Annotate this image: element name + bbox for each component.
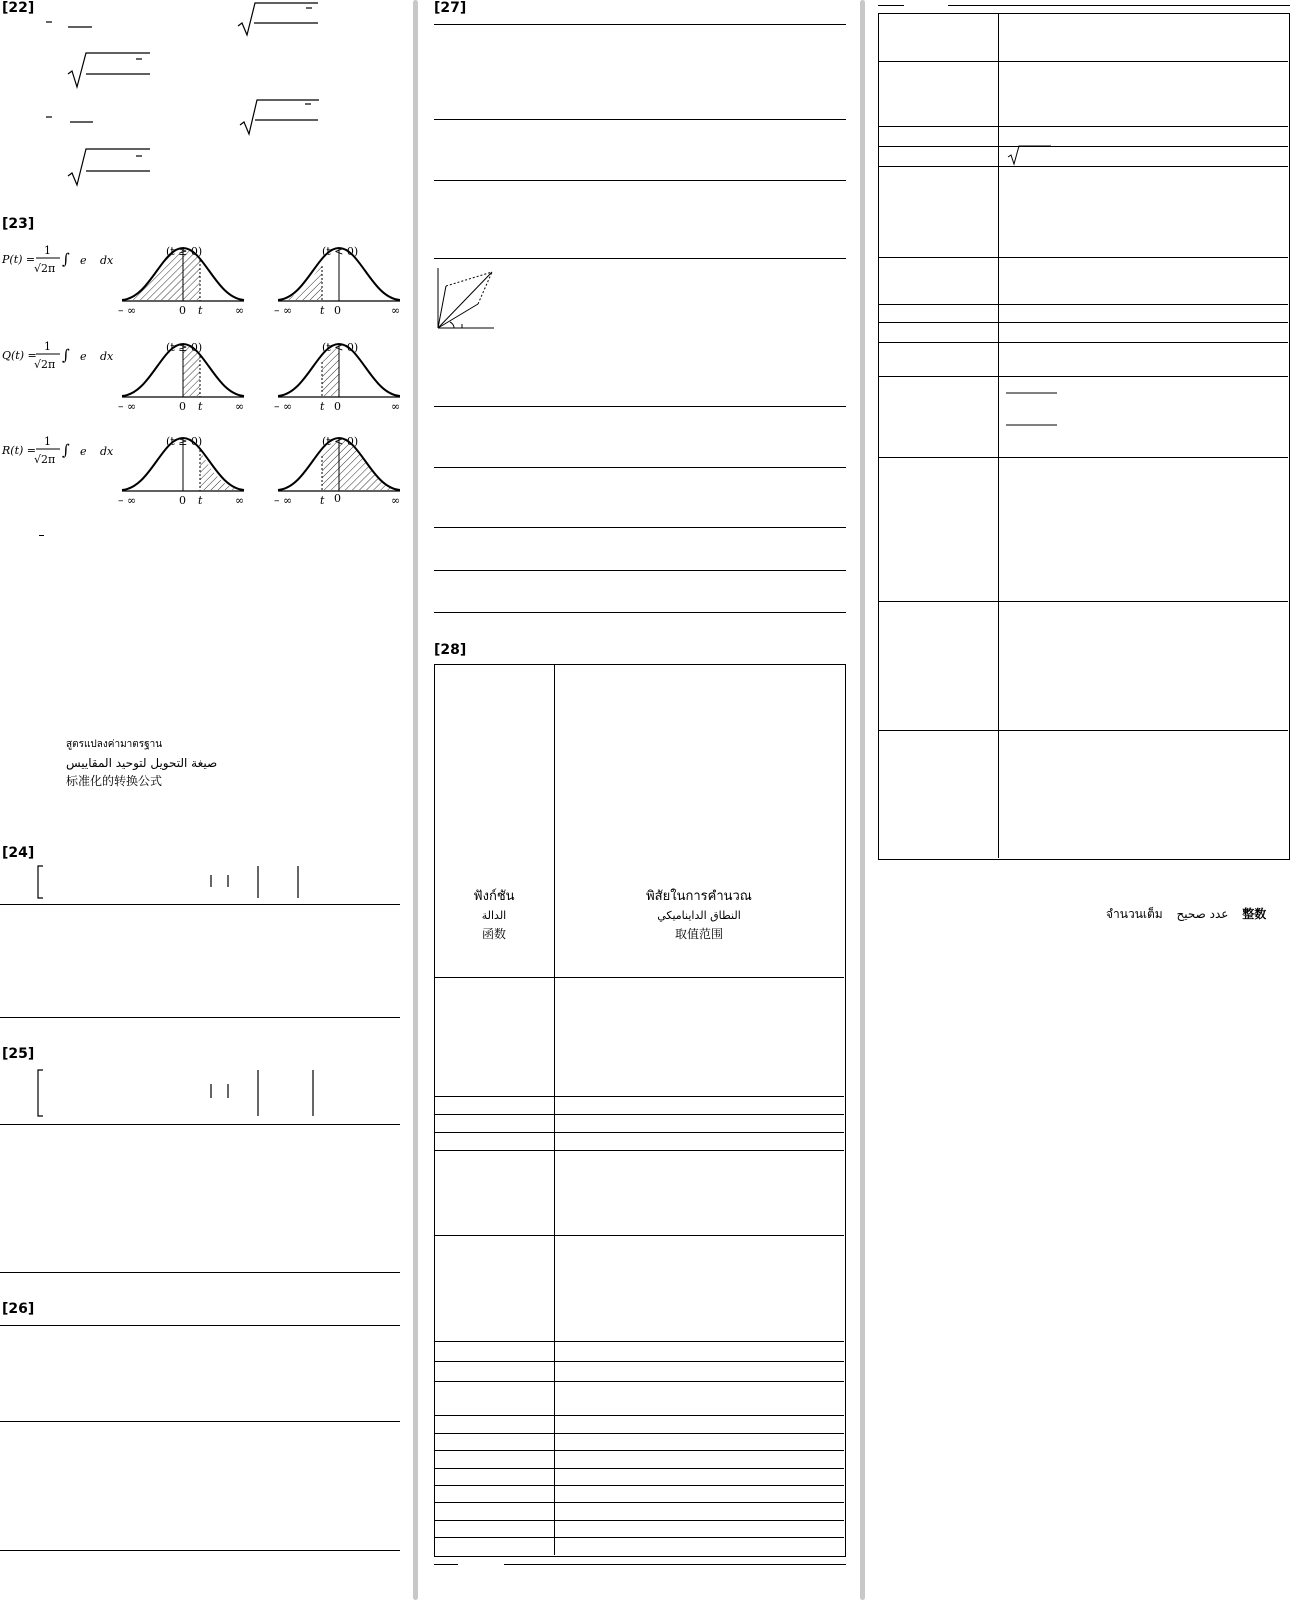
rule-26-b: [0, 1421, 400, 1422]
svg-text:∫: ∫: [62, 250, 70, 268]
rule-27-b: [434, 119, 846, 120]
rule-27-e: [434, 406, 846, 407]
svg-text:dx: dx: [100, 350, 114, 363]
t2-row-8: [878, 342, 1288, 343]
inf-q2: ∞: [391, 400, 401, 413]
rule-27-d: [434, 258, 846, 259]
t2-row-3: [878, 146, 1288, 147]
zero-r2: 0: [334, 492, 341, 505]
standardization-chinese: 标准化的转换公式: [66, 774, 163, 788]
r-formula-lhs: R(t) =: [2, 444, 36, 457]
svg-text:e: e: [80, 350, 87, 363]
t-r1: t: [198, 494, 203, 507]
t28-row-9: [434, 1381, 844, 1382]
right-top-rule-b: [948, 5, 1290, 6]
zero-p2: 0: [334, 304, 341, 317]
standardization-note: [66, 736, 217, 790]
inf-p1: ∞: [235, 304, 245, 317]
integer-note: [1106, 905, 1266, 924]
rule-26-a: [0, 1325, 400, 1326]
inf-r2: ∞: [391, 494, 401, 507]
rule-26-c: [0, 1550, 400, 1551]
t-q1: t: [198, 400, 203, 413]
right-top-rule-a: [878, 5, 904, 6]
header-range: [555, 887, 843, 944]
column-divider-left: [413, 0, 418, 1600]
t28-row-6: [434, 1235, 844, 1236]
rule-27-g: [434, 527, 846, 528]
t28-row-16: [434, 1520, 844, 1521]
svg-text:dx: dx: [100, 254, 114, 267]
section-26-label: [26]: [2, 1301, 35, 1317]
t28-row-10: [434, 1415, 844, 1416]
header-function-thai: ฟังก์ชัน: [473, 889, 515, 904]
rule-28-bottom-a: [434, 1564, 458, 1565]
section-25-label: [25]: [2, 1046, 35, 1062]
inf-p2: ∞: [391, 304, 401, 317]
svg-text:∫: ∫: [62, 346, 70, 364]
rule-27-h: [434, 570, 846, 571]
table2-col-divider: [998, 13, 999, 858]
rule-28-bottom-b: [504, 1564, 846, 1565]
rule-25-a: [0, 1124, 400, 1125]
svg-text:√2π: √2π: [34, 262, 56, 275]
integer-note-chinese: 整数: [1242, 907, 1267, 921]
t28-row-1: [434, 977, 844, 978]
q-formula-lhs: Q(t) =: [2, 349, 37, 362]
header-range-chinese: 取值范围: [674, 927, 723, 941]
svg-text:1: 1: [44, 435, 51, 448]
t2-row-10: [878, 457, 1288, 458]
rule-27-f: [434, 467, 846, 468]
t28-row-14: [434, 1485, 844, 1486]
t28-row-11: [434, 1433, 844, 1434]
rule-25-b: [0, 1272, 400, 1273]
inf-r1: ∞: [235, 494, 245, 507]
svg-text:1: 1: [44, 244, 51, 257]
cond-pos-r: (t ≥ 0): [166, 435, 203, 448]
t2-row-12: [878, 730, 1288, 731]
rule-24-a: [0, 904, 400, 905]
svg-text:e: e: [80, 254, 87, 267]
rule-27-a: [434, 24, 846, 25]
t-p2: t: [320, 304, 325, 317]
cond-neg-q: (t < 0): [322, 341, 359, 354]
t28-row-13: [434, 1468, 844, 1469]
t2-row-5: [878, 257, 1288, 258]
section-25-bracket: [0, 1066, 400, 1122]
t28-row-17: [434, 1537, 844, 1538]
section-22-label: [22]: [2, 0, 35, 16]
t2-row-1: [878, 61, 1288, 62]
zero-p1: 0: [179, 304, 186, 317]
t28-row-4: [434, 1132, 844, 1133]
t-r2: t: [320, 494, 325, 507]
cond-neg-p: (t < 0): [322, 245, 359, 258]
neg-inf-p2: – ∞: [274, 304, 293, 317]
t2-row-7: [878, 322, 1288, 323]
table2-marks: [1000, 140, 1080, 440]
t2-row-11: [878, 601, 1288, 602]
header-function-chinese: 函数: [481, 927, 506, 941]
vector-diagram: [434, 266, 498, 332]
column-divider-right: [860, 0, 865, 1600]
function-range-table: [434, 664, 846, 1557]
standardization-arabic: صيغة التحويل لتوحيد المقاييس: [66, 756, 218, 770]
t-p1: t: [198, 304, 203, 317]
svg-text:∫: ∫: [62, 441, 70, 459]
svg-text:1: 1: [44, 340, 51, 353]
header-function: [435, 887, 553, 944]
formula-integrals: [0, 240, 125, 480]
t28-row-5: [434, 1150, 844, 1151]
t-q2: t: [320, 400, 325, 413]
standardization-thai: สูตรแปลงค่ามาตรฐาน: [66, 739, 163, 750]
integer-note-arabic: عدد صحيح: [1176, 907, 1229, 921]
t28-row-12: [434, 1450, 844, 1451]
t28-row-7: [434, 1341, 844, 1342]
t28-row-8: [434, 1361, 844, 1362]
p-formula-lhs: P(t) =: [2, 253, 36, 266]
svg-text:√2π: √2π: [34, 358, 56, 371]
section-23-label: [23]: [2, 216, 35, 232]
rule-24-b: [0, 1017, 400, 1018]
svg-text:dx: dx: [100, 445, 114, 458]
neg-inf-p1: – ∞: [118, 304, 137, 317]
neg-inf-r1: – ∞: [118, 494, 137, 507]
t28-row-2: [434, 1096, 844, 1097]
header-function-arabic: الدالة: [481, 909, 507, 922]
t28-row-3: [434, 1114, 844, 1115]
cond-pos-q: (t ≥ 0): [166, 341, 203, 354]
t28-row-15: [434, 1502, 844, 1503]
t2-row-9: [878, 376, 1288, 377]
cond-pos-p: (t ≥ 0): [166, 245, 203, 258]
neg-inf-q2: – ∞: [274, 400, 293, 413]
svg-text:√2π: √2π: [34, 453, 56, 466]
svg-text:e: e: [80, 445, 87, 458]
zero-r1: 0: [179, 494, 186, 507]
section-28-label: [28]: [434, 642, 467, 658]
cond-neg-r: (t < 0): [322, 435, 359, 448]
section-22-formulas: [0, 0, 400, 200]
integer-note-thai: จำนวนเต็ม: [1106, 907, 1163, 921]
rule-27-c: [434, 180, 846, 181]
zero-q2: 0: [334, 400, 341, 413]
function-range-table-continued: [878, 13, 1290, 860]
neg-inf-q1: – ∞: [118, 400, 137, 413]
inf-q1: ∞: [235, 400, 245, 413]
t2-row-2: [878, 126, 1288, 127]
section-24-bracket: [0, 860, 400, 910]
table-col-divider: [554, 664, 555, 1555]
small-dash: [39, 535, 44, 536]
rule-27-i: [434, 612, 846, 613]
neg-inf-r2: – ∞: [274, 494, 293, 507]
header-range-arabic: النطاق الدايناميكي: [657, 909, 741, 922]
t2-row-4: [878, 166, 1288, 167]
section-24-label: [24]: [2, 845, 35, 861]
header-range-thai: พิสัยในการคำนวณ: [646, 889, 752, 904]
normal-curve-graphs: [110, 238, 410, 513]
t2-row-6: [878, 304, 1288, 305]
section-27-label: [27]: [434, 0, 467, 16]
zero-q1: 0: [179, 400, 186, 413]
